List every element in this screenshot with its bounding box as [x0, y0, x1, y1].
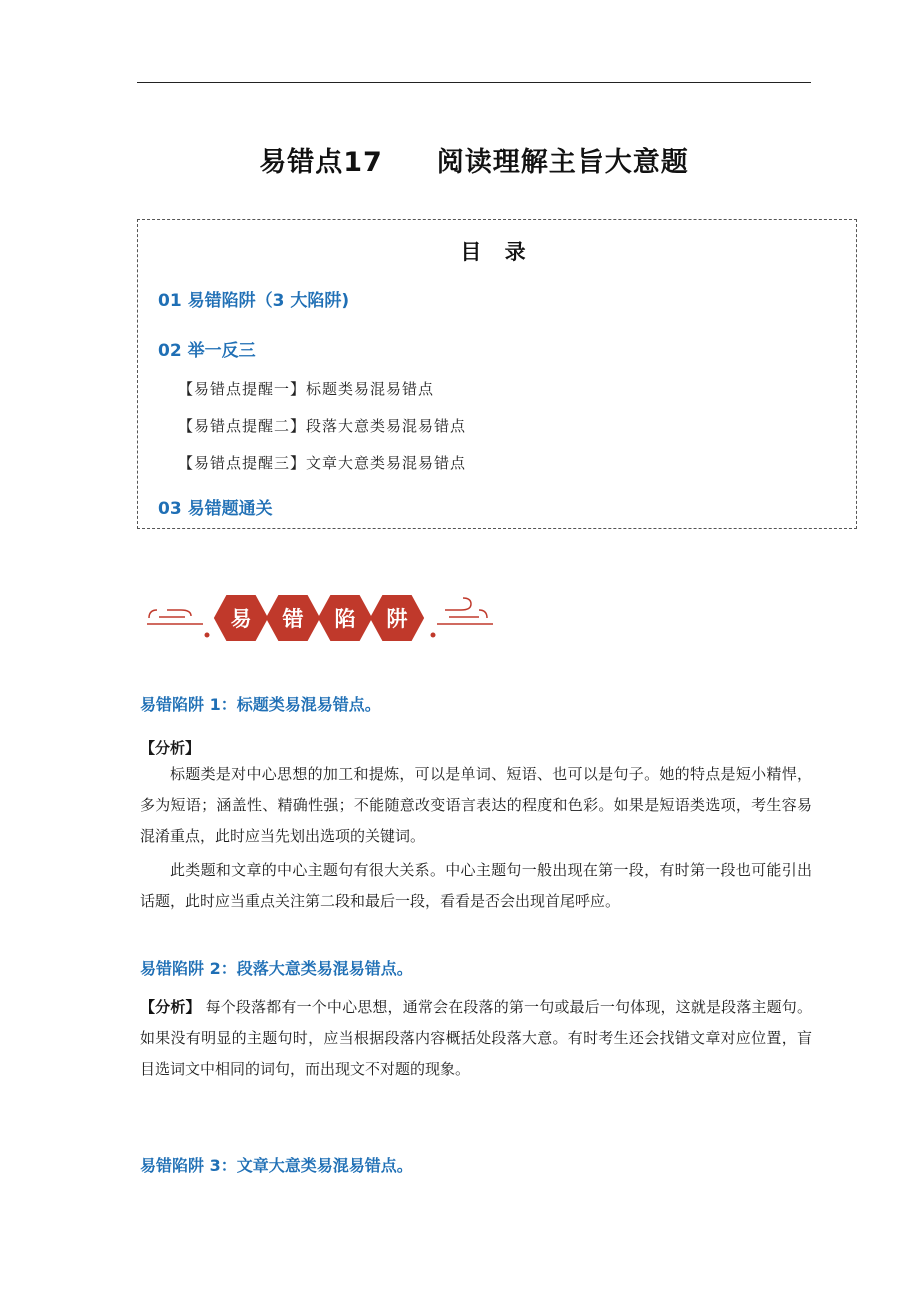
banner-char-3: 陷 [334, 607, 356, 631]
toc-section-03[interactable]: 03 易错题通关 [158, 499, 273, 519]
title-topic: 阅读理解主旨大意题 [436, 147, 689, 178]
table-of-contents [137, 219, 857, 529]
banner-char-2: 错 [282, 607, 304, 631]
banner-char-1: 易 [230, 607, 252, 631]
banner-char-4: 阱 [386, 607, 408, 631]
trap-2-label: 【分析】 [140, 998, 201, 1016]
toc-subitem-3[interactable]: 【易错点提醒三】文章大意类易混易错点 [178, 454, 467, 472]
toc-heading: 目 录 [460, 240, 534, 264]
title-number: 易错点17 [259, 147, 383, 178]
toc-subitem-1[interactable]: 【易错点提醒一】标题类易混易错点 [178, 380, 435, 398]
trap-2-heading: 易错陷阱 2：段落大意类易混易错点。 [140, 959, 413, 978]
trap-2-paragraph [140, 992, 812, 1085]
trap-1-paragraph-2: 此类题和文章的中心主题句有很大关系。中心主题句一般出现在第一段，有时第一段也可能引出话题，此时应当重点关注第二段和最后一段，看看是否会出现首尾呼应。 [140, 861, 812, 910]
trap-banner [145, 590, 495, 646]
trap-1-heading: 易错陷阱 1：标题类易混易错点。 [140, 695, 381, 714]
trap-3-heading: 易错陷阱 3：文章大意类易混易错点。 [140, 1156, 413, 1175]
trap-1-paragraph-1: 标题类是对中心思想的加工和提炼，可以是单词、短语、也可以是句子。她的特点是短小精悍，多为短语；涵盖性、精确性强；不能随意改变语言表达的程度和色彩。如果是短语类选项，考生容易混淆重点，此时应当先划出选项的关键词。 [140, 765, 812, 845]
toc-section-01[interactable]: 01 易错陷阱（3 大陷阱) [158, 291, 350, 311]
header-rule [137, 82, 811, 83]
page-title [137, 140, 811, 179]
toc-subitem-2[interactable]: 【易错点提醒二】段落大意类易混易错点 [178, 417, 467, 435]
trap-2-text: 每个段落都有一个中心思想，通常会在段落的第一句或最后一句体现，这就是段落主题句。如果没有明显的主题句时，应当根据段落内容概括处段落大意。有时考生还会找错文章对应位置，盲目选词文中相同的词句，而出现文不对题的现象。 [140, 998, 812, 1078]
trap-1-label: 【分析】 [140, 739, 201, 757]
toc-section-02[interactable]: 02 举一反三 [158, 341, 256, 361]
